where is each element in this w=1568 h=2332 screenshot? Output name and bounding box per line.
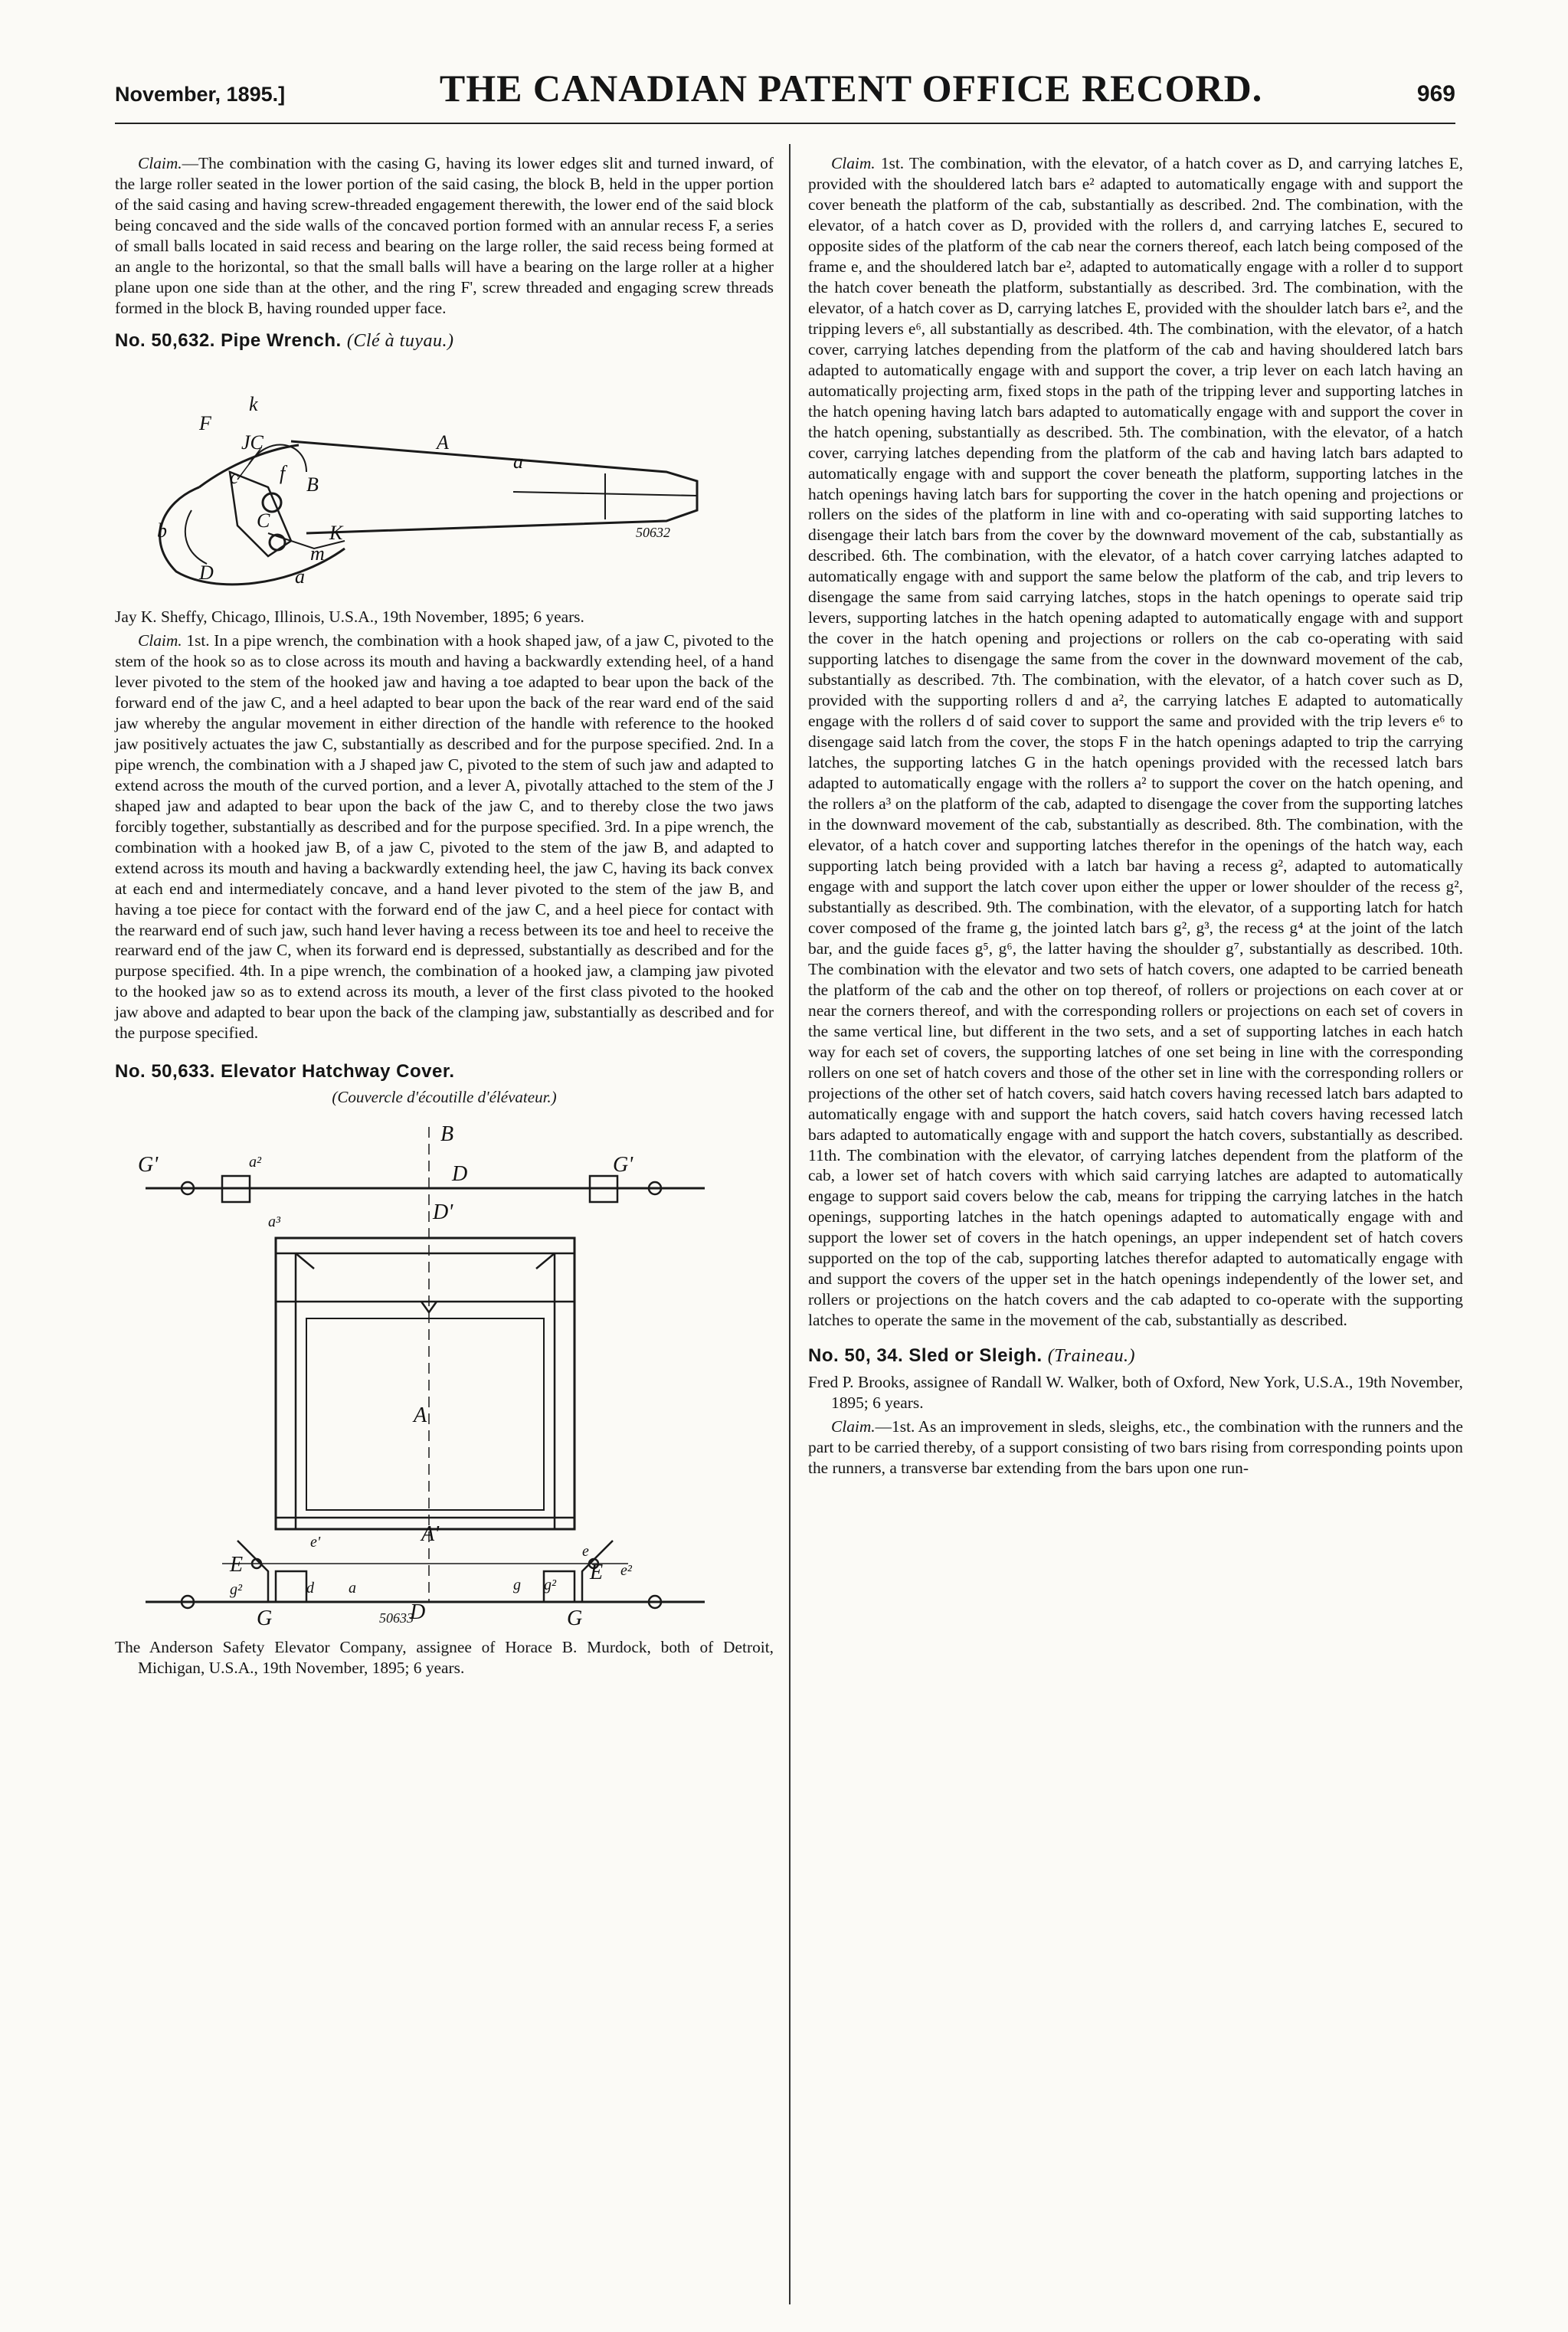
patent-french-title: (Traineau.) bbox=[1047, 1346, 1135, 1367]
fig-label-e-prime: e' bbox=[310, 1534, 321, 1551]
patent-heading bbox=[808, 1345, 1463, 1367]
figure-number: 50632 bbox=[636, 524, 670, 540]
patent-number: No. 50,633. bbox=[115, 1061, 215, 1082]
fig-label-g-right: G bbox=[567, 1607, 583, 1631]
page-number: 969 bbox=[1416, 81, 1455, 106]
fig-label-a2: a² bbox=[249, 1154, 261, 1171]
patent-french-title: (Clé à tuyau.) bbox=[346, 330, 454, 351]
patent-heading bbox=[115, 1060, 774, 1083]
patent-assignee: The Anderson Safety Elevator Company, assignee of Horace B. Murdock, both of Detroit, Michigan, U.S.A., 19th November, 1895; 6 years. bbox=[115, 1638, 774, 1677]
fig-label-a-small: a bbox=[513, 450, 523, 473]
patent-heading bbox=[115, 329, 774, 352]
figure-number: 50633 bbox=[379, 1610, 414, 1626]
column-divider bbox=[789, 144, 791, 2304]
fig-label-f-upper: F bbox=[199, 411, 211, 434]
patent-title: Pipe Wrench. bbox=[221, 329, 342, 351]
patent-title: Sled or Sleigh. bbox=[908, 1345, 1043, 1367]
publication-title: THE CANADIAN PATENT OFFICE RECORD. bbox=[439, 67, 1263, 110]
elevator-hatchway-drawing bbox=[115, 1112, 774, 1633]
fig-label-a-lower: a bbox=[295, 565, 305, 588]
intro-claim bbox=[115, 153, 774, 319]
fig-label-c: c bbox=[230, 465, 239, 488]
patent-french-title: (Couvercle d'écoutille d'élévateur.) bbox=[332, 1087, 557, 1106]
fig-label-e2: e² bbox=[620, 1562, 632, 1580]
fig-label-k: k bbox=[249, 392, 258, 415]
fig-label-f: f bbox=[280, 461, 286, 484]
fig-label-d-small: d bbox=[306, 1580, 314, 1597]
fig-label-b-upper: B bbox=[306, 473, 319, 496]
fig-label-g-prime-right: G' bbox=[613, 1153, 633, 1177]
fig-label-e-small: e bbox=[582, 1543, 589, 1561]
claim-label: Claim. bbox=[831, 1417, 876, 1436]
fig-label-b: b bbox=[157, 519, 167, 542]
fig-label-a-prime: A' bbox=[421, 1522, 440, 1547]
fig-label-a: A bbox=[414, 1403, 427, 1428]
patent-number: No. 50,632. bbox=[115, 329, 215, 351]
fig-label-a: A bbox=[437, 431, 449, 454]
patent-claims bbox=[808, 1417, 1463, 1479]
fig-label-k-lower: K bbox=[329, 521, 343, 544]
fig-label-g2-left: g² bbox=[230, 1581, 242, 1599]
patent-title: Elevator Hatchway Cover. bbox=[221, 1061, 455, 1082]
fig-label-m: m bbox=[310, 542, 325, 565]
claim-label: Claim. bbox=[831, 154, 876, 172]
fig-label-d-prime: D' bbox=[433, 1200, 453, 1225]
claim-text: —The combination with the casing G, having its lower edges slit and turned inward, of the large roller seated in the lower portion of the said casing, the block B, held in the upper portion of the said casing and having screw-threaded engagement therewith, the lower end of the said block being concaved and the side walls of the concaved portion formed with an annular recess F, a series of small balls located in said recess and bearing on the large roller, the said recess being formed at an angle to the horizontal, so that the small balls will have a bearing on the large roller at a higher plane upon one side than at the other, and the ring F', screw threaded and engaging screw threads formed in the block B, having rounded upper face. bbox=[115, 154, 774, 317]
right-column bbox=[808, 150, 1463, 1479]
claim-text: 1st. In a pipe wrench, the combination with a hook shaped jaw, of a jaw C, pivoted to the stem of the hook so as to close across its mouth and having a backwardly extending heel, of a hand lever pivoted to the stem of the hooked jaw and having a toe adapted to bear upon the back of the forward end of the jaw C, and a heel adapted to bear upon the back of the rear ward end of the said jaw whereby the angular movement in either direction of the handle with reference to the hooked jaw positively actuates the jaw C, substantially as described and for the purpose specified. 2nd. In a pipe wrench, the combination with a J shaped jaw C, pivoted to the stem of such jaw and adapted to extend across the mouth of the curved portion, and a lever A, pivotally attached to the stem of the J shaped jaw and adapted to bear upon the back of the jaw C, and to thereby close the two jaws forcibly together, substantially as described and for the purpose specified. 3rd. In a pipe wrench, the combination with a hooked jaw B, of a jaw C, pivoted to the stem of the jaw B, and adapted to extend across its mouth and having a backwardly extending heel, the jaw C, having its back convex at each end and intermediately concave, and a hand lever pivoted to the stem of the jaw B, and having a toe piece for contact with the forward end of the jaw C, and a heel piece for contact with the rearward end of such jaw, such hand lever having a recess between its toe and heel to receive the rearward end of the jaw C, when its forward end is depressed, substantially as described and for the purpose specified. 4th. In a pipe wrench, the combination of a hooked jaw, a clamping jaw pivoted to the hooked jaw so as to extend across its mouth, a lever of the first class pivoted to the hooked jaw above and adapted to bear upon the back of the clamping jaw, substantially as described and for the purpose specified. bbox=[115, 630, 774, 1043]
elevator-hatchway-figure bbox=[115, 1112, 774, 1633]
issue-date: November, 1895.] bbox=[115, 83, 286, 106]
patent-number: No. 50, 34. bbox=[808, 1345, 904, 1367]
claim-text: 1st. The combination, with the elevator, of a hatch cover as D, and carrying latches E, provided with the shouldered latch bars e² adapted to automatically engage with and support the cover beneath the platform of the cab, substantially as described. 2nd. The combination, with the elevator, of a hatch cover as D, provided with the rollers d, and carrying latches E, secured to opposite sides of the platform of the cab near the corners thereof, each latch being composed of the frame e, and the shouldered latch bar e², adapted to automatically engage with a roller d to support the hatch cover beneath the platform, substantially as described. 3rd. The combination, with the elevator, of a hatch cover as D, carrying latches E, provided with the shoulder latch bars e², and the tripping levers e⁶, all substantially as described. 4th. The combination, with the elevator, of a hatch cover, carrying latches depending from the platform of the cab and having shouldered latch bars adapted to automatically engage with and support the cover, a trip lever on each latch having an automatically projecting arm, fixed stops in the path of the tripping lever and supporting latches in the hatch opening having latch bars adapted to automatically engage with and support the cover in the hatch opening, substantially as described. 5th. The combination, with the elevator, of a hatch cover, carrying latches depending from the platform of the cab and having latch bars adapted to automatically engage with and support the cover beneath the platform, supporting latches in the hatch openings having latch bars for supporting the cover in the hatch opening and projections or rollers on the sides of the platform in line with and co-operating with said supporting latches to disengage their latch bars from the cover by the downward movement of the cab, substantially as described. 6th. The combination, with the elevator, of a hatch cover carrying latches adapted to automatically engage with and support the same below the platform of the cab, and trip levers to disengage the same from said carrying latches, stops in the hatch openings to operate said trip levers, supporting latches in the hatch opening adapted to automatically engage with and support the cover in the hatch opening and projections or rollers on the cab co-operating with said supporting latches to disengage the same from the cover in the downward movement of the cab, substantially as described. 7th. The combination, with the elevator, of a hatch cover such as D, provided with the supporting rollers d and a², the carrying latches E adapted to automatically engage with the rollers d of said cover to support the same and provided with the trip levers e⁶ to disengage said latch from the cover, the stops F in the hatch openings adapted to trip the carrying latches, the supporting latches G in the hatch openings provided with the recessed latch bars adapted to automatically engage with the rollers a² to support the cover on the hatch opening, and the rollers a³ on the platform of the cab, adapted to disengage the cover from the supporting latches in the downward movement of the cab, substantially as described. 8th. The combination, with the elevator, of a hatch cover and supporting latches therefor in the openings of the hatch way, each supporting latch being provided with a latch bar having a recess g², adapted to automatically engage with and support the latch cover upon either the upper or lower shoulder of the recess g², substantially as described. 9th. The combination, with the elevator, of a supporting latch for hatch cover composed of the frame g, the jointed latch bars g², g³, the recess g⁴ at the joint of the latch bar, and the guide faces g⁵, g⁶, the latter having the shoulder g⁷, substantially as described. 10th. The combination with the elevator and two sets of hatch covers, one adapted to be carried beneath the platform of the cab and the other on top thereof, of rollers or projections on each cover at or near the corners thereof, and with the corresponding rollers or projections on each set of covers in the same vertical line, but different in the two sets, and a set of supporting latches in each hatch way for each set of covers, the supporting latches of one set being in line with the corresponding rollers on one set of hatch covers and those of the other set in line with the corresponding rollers or projections of the other set of hatch covers, said hatch covers having recessed latch bars adapted to automatically engage with and support the hatch covers, said hatch covers having recessed latch bars adapted to automatically engage with and support the hatch covers, substantially as described. 11th. The combination with the elevator, of carrying latches dependent from the platform of the cab, a lower set of hatch covers with which said carrying latches are adapted to automatically engage to support said covers below the cab, means for tripping the carrying latches in the hatch openings, supporting latches in the hatch openings adapted to automatically engage with and support the lower set of covers in the hatch openings, an upper independent set of hatch covers supported on the top of the cab, supporting latches therefor adapted to automatically engage with and support the covers of the upper set in the hatch openings independently of the lower set, and rollers or projections on the hatch covers and the cab adapted to co-operate with the supporting latches to operate the same in the movement of the cab, substantially as described. bbox=[808, 154, 1463, 1330]
fig-label-g2-right: g² bbox=[544, 1577, 556, 1594]
patent-claims bbox=[808, 153, 1463, 1331]
left-column bbox=[115, 150, 774, 1679]
fig-label-g-left: G bbox=[257, 1607, 273, 1631]
fig-label-d-bottom: D bbox=[410, 1600, 426, 1625]
fig-label-b: B bbox=[440, 1122, 454, 1147]
fig-label-g-prime-left: G' bbox=[138, 1153, 159, 1177]
fig-label-e-left: E bbox=[230, 1553, 244, 1577]
fig-label-a-small: a bbox=[349, 1580, 356, 1597]
fig-label-d: D bbox=[452, 1162, 468, 1187]
patent-claims bbox=[115, 630, 774, 1043]
page-header bbox=[115, 66, 1455, 120]
claim-label: Claim. bbox=[138, 154, 182, 172]
claim-text: —1st. As an improvement in sleds, sleighs, etc., the combination with the runners and the part to be carried thereby, of a support consisting of two bars rising from corresponding points upon the runners, a transverse bar extending from the bars upon one run- bbox=[808, 1417, 1463, 1478]
fig-label-d: D bbox=[199, 561, 214, 584]
fig-label-jc: JC bbox=[241, 431, 264, 454]
fig-label-g: g bbox=[513, 1577, 521, 1594]
fig-label-c-jaw: C bbox=[257, 509, 270, 532]
claim-label: Claim. bbox=[138, 630, 182, 650]
pipe-wrench-figure bbox=[115, 357, 774, 602]
patent-assignee: Fred P. Brooks, assignee of Randall W. Walker, both of Oxford, New York, U.S.A., 19th November, 1895; 6 years. bbox=[808, 1373, 1463, 1413]
patent-assignee: Jay K. Sheffy, Chicago, Illinois, U.S.A., 19th November, 1895; 6 years. bbox=[115, 607, 584, 626]
fig-label-e-right: E bbox=[590, 1561, 604, 1585]
pipe-wrench-drawing bbox=[115, 357, 774, 602]
fig-label-a3: a³ bbox=[268, 1213, 280, 1231]
header-rule bbox=[115, 123, 1455, 124]
